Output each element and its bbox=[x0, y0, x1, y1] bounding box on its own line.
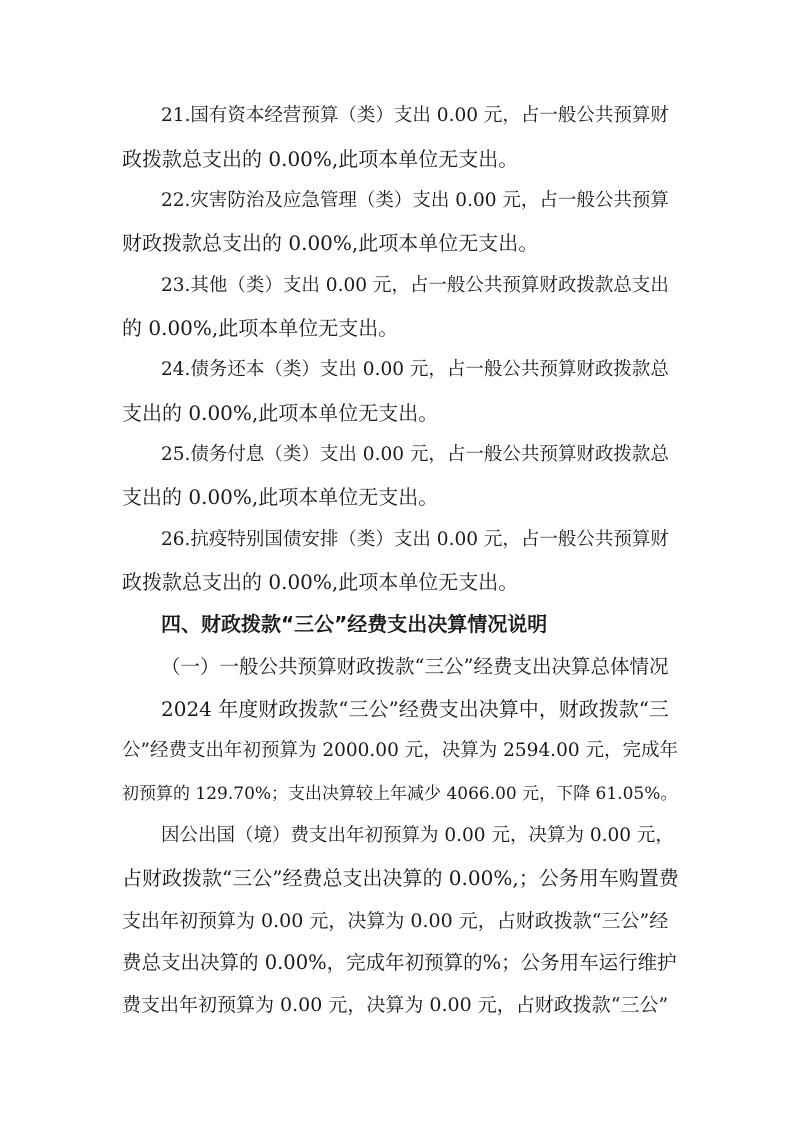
paragraph-22-line-2: 财政拨款总支出的 0.00%,此项本单位无支出。 bbox=[122, 231, 539, 255]
paragraph-25-line-1: 25.债务付息（类）支出 0.00 元，占一般公共预算财政拨款总 bbox=[161, 444, 669, 465]
detail-line-4: 费总支出决算的 0.00%，完成年初预算的%；公务用车运行维护 bbox=[122, 951, 677, 974]
sub-heading: （一）一般公共预算财政拨款“三公”经费支出决算总体情况 bbox=[161, 655, 669, 678]
detail-line-5: 费支出年初预算为 0.00 元，决算为 0.00 元，占财政拨款“三公” bbox=[122, 994, 669, 1016]
detail-line-2: 占财政拨款“三公”经费总支出决算的 0.00%,；公务用车购置费 bbox=[122, 866, 679, 890]
section-heading: 四、财政拨款“三公”经费支出决算情况说明 bbox=[161, 612, 548, 636]
paragraph-24-line-2: 支出的 0.00%,此项本单位无支出。 bbox=[122, 401, 439, 425]
paragraph-26-line-2: 政拨款总支出的 0.00%,此项本单位无支出。 bbox=[122, 570, 519, 594]
paragraph-26-line-1: 26.抗疫特别国债安排（类）支出 0.00 元，占一般公共预算财 bbox=[161, 529, 669, 550]
paragraph-23-line-1: 23.其他（类）支出 0.00 元，占一般公共预算财政拨款总支出 bbox=[161, 275, 669, 296]
detail-line-1: 因公出国（境）费支出年初预算为 0.00 元，决算为 0.00 元， bbox=[161, 825, 674, 846]
summary-line-1: 2024 年度财政拨款“三公”经费支出决算中，财政拨款“三 bbox=[161, 697, 669, 721]
paragraph-23-line-2: 的 0.00%,此项本单位无支出。 bbox=[122, 316, 399, 340]
detail-line-3: 支出年初预算为 0.00 元，决算为 0.00 元，占财政拨款“三公”经 bbox=[122, 910, 669, 932]
summary-line-2: 公”经费支出年初预算为 2000.00 元，决算为 2594.00 元，完成年 bbox=[122, 740, 678, 761]
paragraph-24-line-1: 24.债务还本（类）支出 0.00 元，占一般公共预算财政拨款总 bbox=[161, 359, 669, 380]
paragraph-21-line-2: 政拨款总支出的 0.00%,此项本单位无支出。 bbox=[122, 147, 519, 171]
paragraph-25-line-2: 支出的 0.00%,此项本单位无支出。 bbox=[122, 485, 439, 509]
paragraph-22-line-1: 22.灾害防治及应急管理（类）支出 0.00 元，占一般公共预算 bbox=[161, 190, 669, 211]
paragraph-21-line-1: 21.国有资本经营预算（类）支出 0.00 元，占一般公共预算财 bbox=[161, 105, 669, 126]
summary-line-3: 初预算的 129.70%；支出决算较上年减少 4066.00 元，下降 61.05%。 bbox=[122, 784, 678, 804]
